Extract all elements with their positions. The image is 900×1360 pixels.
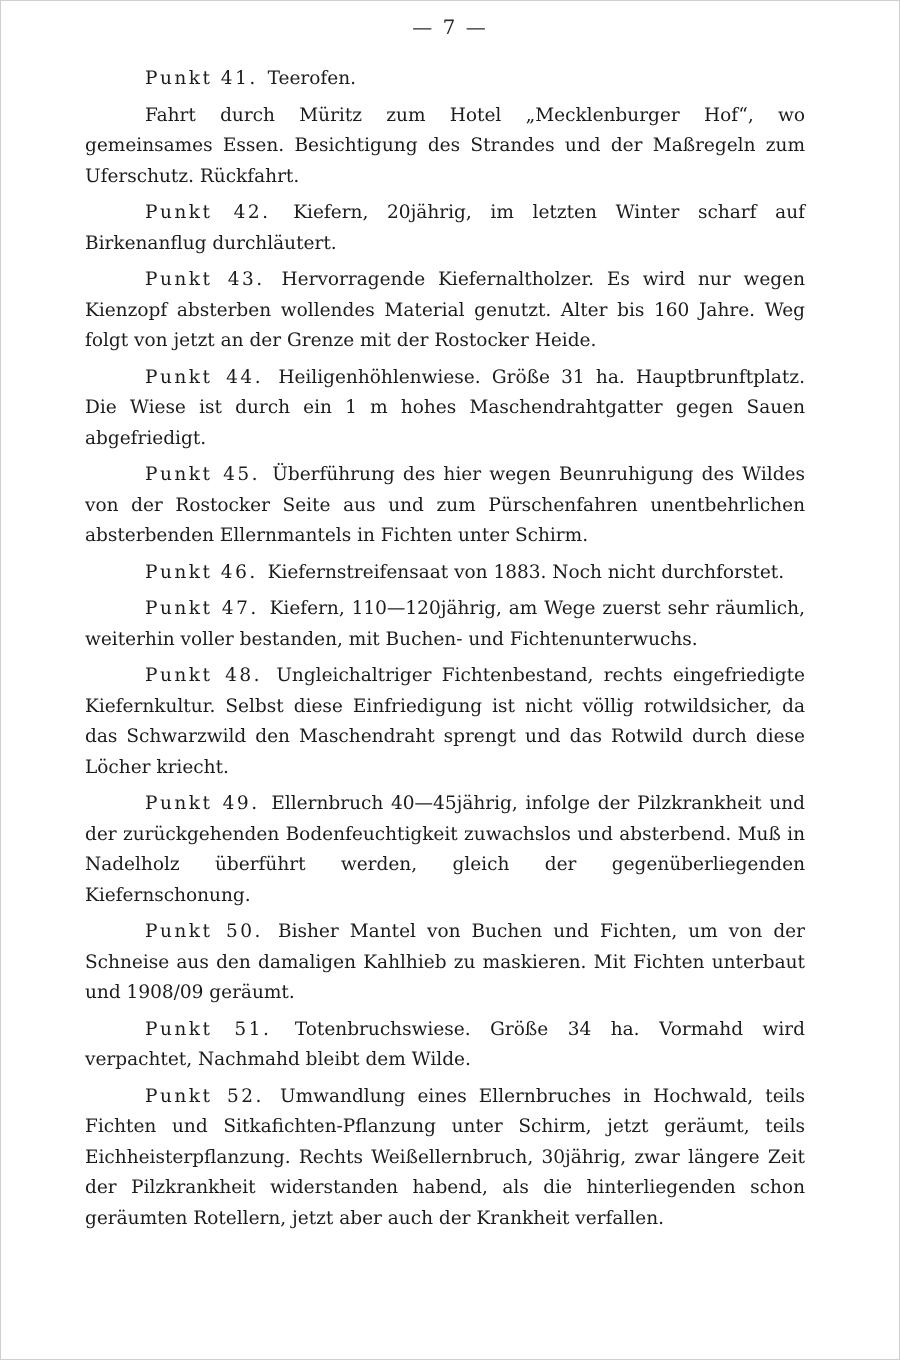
entry-text: Bisher Mantel von Buchen und Fichten, um von der Schneise aus den damaligen Kahlhieb zu maskieren. Mit Fichten unterbaut und 1908/09 geräumt. xyxy=(85,921,805,1003)
entry-punkt-46 xyxy=(85,558,805,589)
entry-label: Punkt 49. xyxy=(145,793,260,814)
entry-text: Hervorragende Kiefernaltholzer. Es wird nur wegen Kienzopf absterben wollendes Material genutzt. Alter bis 160 Jahre. Weg folgt von jetzt an der Grenze mit der Rostocker Heide. xyxy=(85,269,805,351)
body-text xyxy=(85,64,805,1240)
entry-label: Punkt 44. xyxy=(145,366,264,388)
entry-punkt-50 xyxy=(85,917,805,1009)
entry-text: Teerofen. xyxy=(267,68,356,89)
entry-label: Punkt 47. xyxy=(145,598,259,619)
entry-text: Kiefernstreifensaat von 1883. Noch nicht durchforstet. xyxy=(267,561,785,583)
entry-punkt-43 xyxy=(85,265,805,357)
entry-text: Heiligenhöhlenwiese. Größe 31 ha. Hauptbrunftplatz. Die Wiese ist durch ein 1 m hohes Maschendrahtgatter gegen Sauen abgefriedigt. xyxy=(85,366,805,449)
entry-label: Punkt 46. xyxy=(145,561,258,583)
entry-punkt-47 xyxy=(85,594,805,655)
entry-punkt-49 xyxy=(85,789,805,911)
entry-text: Ungleichaltriger Fichtenbestand, rechts eingefriedigte Kiefernkultur. Selbst diese Einfriedigung ist nicht völlig rotwildsicher, da das Schwarzwild den Maschendraht sprengt und das Rotwild durch diese Löcher kriecht. xyxy=(85,665,805,778)
entry-punkt-51 xyxy=(85,1015,805,1076)
entry-punkt-45 xyxy=(85,460,805,552)
entry-label: Punkt 41. xyxy=(145,68,258,89)
entry-punkt-48 xyxy=(85,661,805,783)
page-number: — 7 — xyxy=(412,15,488,39)
entry-label: Punkt 50. xyxy=(145,921,263,942)
entry-text: Ellernbruch 40—45jährig, infolge der Pilzkrankheit und der zurückgehenden Bodenfeuchtigkeit zuwachslos und absterbend. Muß in Nadelholz überführt werden, gleich der gegenüberliegenden Kiefernschonung. xyxy=(85,793,805,906)
entry-text: Umwandlung eines Ellernbruches in Hochwald, teils Fichten und Sitkafichten-Pflanzung unter Schirm, jetzt geräumt, teils Eichheisterpflanzung. Rechts Weißellernbruch, 30jährig, zwar längere Zeit der Pilzkrankheit widerstanden habend, als die hinterliegenden schon geräumten Rotellern, jetzt aber auch der Krankheit verfallen. xyxy=(85,1085,805,1229)
entry-text: Überführung des hier wegen Beunruhigung des Wildes von der Rostocker Seite aus und zum Pürschenfahren unentbehrlichen absterbenden Ellernmantels in Fichten unter Schirm. xyxy=(85,464,805,546)
entry-punkt-41 xyxy=(85,64,805,95)
entry-label: Punkt 42. xyxy=(145,202,271,223)
entry-punkt-52 xyxy=(85,1082,805,1235)
entry-label: Punkt 48. xyxy=(145,665,263,686)
entry-text: Kiefern, 110—120jährig, am Wege zuerst sehr räumlich, weiterhin voller bestanden, mit Buchen- und Fichtenunterwuchs. xyxy=(85,598,805,650)
entry-text: Kiefern, 20jährig, im letzten Winter scharf auf Birkenanflug durchläutert. xyxy=(85,202,805,254)
entry-text: Fahrt durch Müritz zum Hotel „Mecklenburger Hof“, wo gemeinsames Essen. Besichtigung des Strandes und der Maßregeln zum Uferschutz. Rückfahrt. xyxy=(85,104,805,187)
entry-fahrt xyxy=(85,101,805,193)
entry-punkt-44 xyxy=(85,363,805,455)
entry-label: Punkt 43. xyxy=(145,269,265,290)
entry-text: Totenbruchswiese. Größe 34 ha. Vormahd wird verpachtet, Nachmahd bleibt dem Wilde. xyxy=(85,1018,805,1070)
entry-label: Punkt 52. xyxy=(145,1085,264,1107)
entry-label: Punkt 45. xyxy=(145,464,261,485)
entry-label: Punkt 51. xyxy=(145,1018,272,1040)
entry-punkt-42 xyxy=(85,198,805,259)
